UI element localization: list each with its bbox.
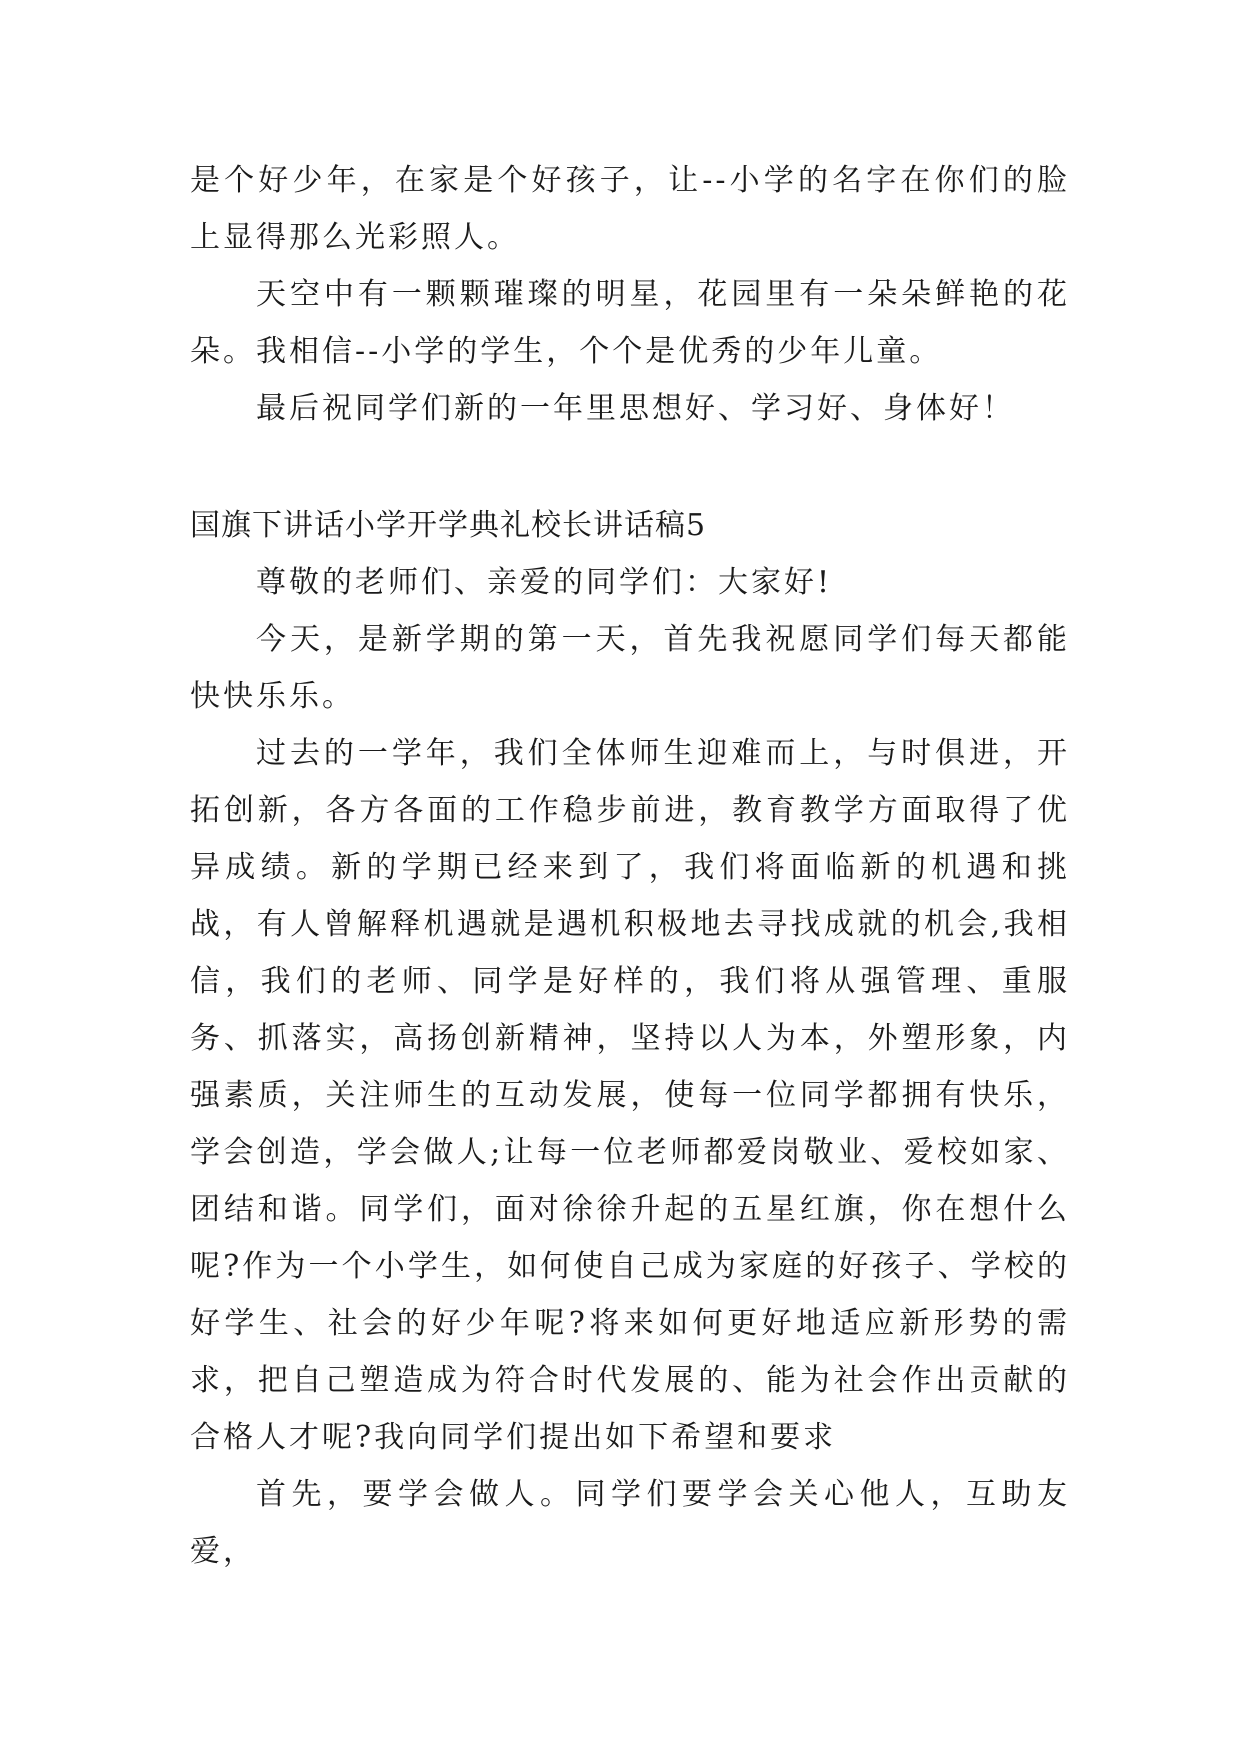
section-title: 国旗下讲话小学开学典礼校长讲话稿5 [190,508,707,543]
body-paragraph-1: 今天，是新学期的第一天，首先我祝愿同学们每天都能快快乐乐。 [190,622,1070,714]
document-page [190,152,1070,1580]
intro-paragraph-2: 天空中有一颗颗璀璨的明星，花园里有一朵朵鲜艳的花朵。我相信--小学的学生，个个是优秀的少年儿童。 [190,277,1070,369]
intro-paragraph-1: 是个好少年，在家是个好孩子，让--小学的名字在你们的脸上显得那么光彩照人。 [190,163,1070,255]
body-paragraph-3: 首先，要学会做人。同学们要学会关心他人，互助友爱， [190,1477,1070,1569]
section-spacer [190,437,1070,497]
intro-paragraph-3: 最后祝同学们新的一年里思想好、学习好、身体好！ [256,391,1015,426]
greeting: 尊敬的老师们、亲爱的同学们：大家好! [256,565,833,600]
body-paragraph-2: 过去的一学年，我们全体师生迎难而上，与时俱进，开拓创新，各方各面的工作稳步前进，教育教学方面取得了优异成绩。新的学期已经来到了，我们将面临新的机遇和挑战，有人曾解释机遇就是遇机积极地去寻找成就的机会,我相信，我们的老师、同学是好样的，我们将从强管理、重服务、抓落实，高扬创新精神，坚持以人为本，外塑形象，内强素质，关注师生的互动发展，使每一位同学都拥有快乐，学会创造，学会做人;让每一位老师都爱岗敬业、爱校如家、团结和谐。同学们，面对徐徐升起的五星红旗，你在想什么呢?作为一个小学生，如何使自己成为家庭的好孩子、学校的好学生、社会的好少年呢?将来如何更好地适应新形势的需求，把自己塑造成为符合时代发展的、能为社会作出贡献的合格人才呢?我向同学们提出如下希望和要求 [190,736,1070,1455]
